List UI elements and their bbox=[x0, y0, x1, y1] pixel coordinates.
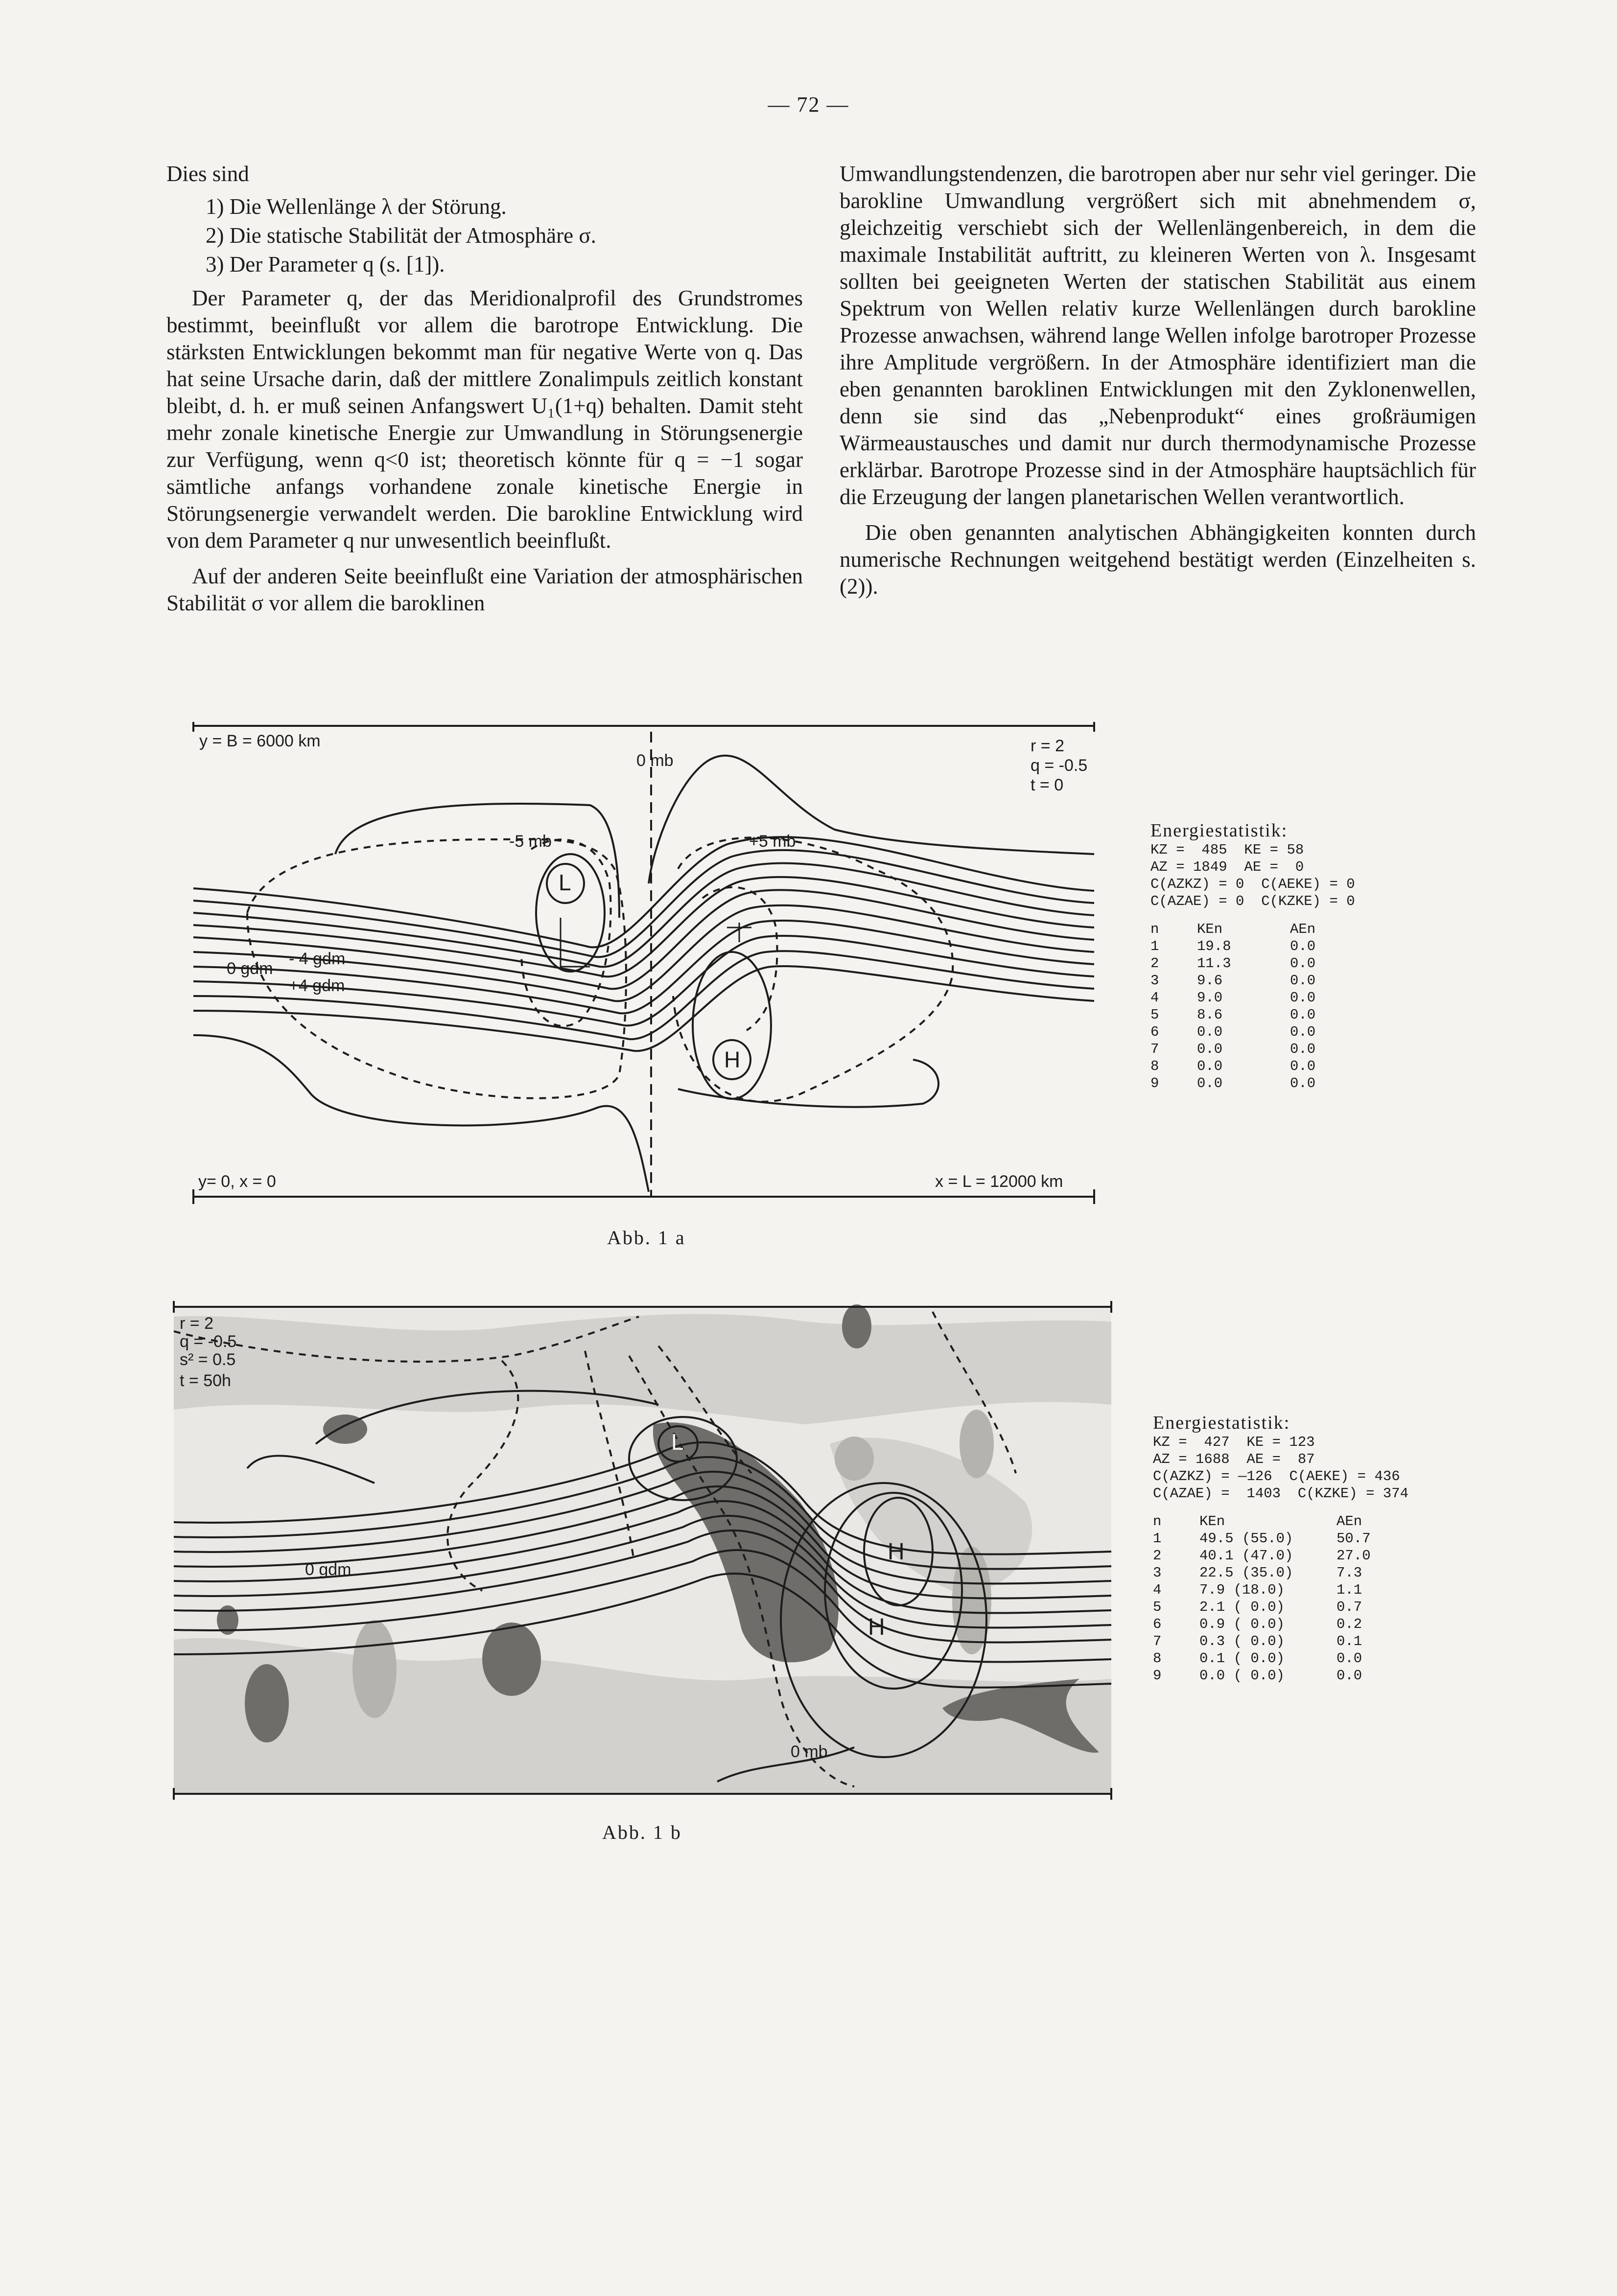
cell: 0.1 ( 0.0) bbox=[1199, 1650, 1285, 1667]
cell: 27.0 bbox=[1336, 1548, 1371, 1564]
table-row bbox=[1153, 1616, 1371, 1633]
label-param-s2: s² = 0.5 bbox=[180, 1350, 236, 1369]
label-minus4-gdm: - 4 gdm bbox=[289, 950, 346, 968]
high-marker: H bbox=[868, 1614, 885, 1640]
cell: 4 bbox=[1153, 1582, 1162, 1598]
table-row bbox=[1150, 1058, 1315, 1075]
cell: 49.5 (55.0) bbox=[1199, 1531, 1293, 1547]
paragraph: Der Parameter q, der das Meridionalprofil des Grundstromes bestimmt, beeinflußt vor allem die barotrope Entwicklung. Die stärksten Entwicklungen bekommt man für negative Werte von q. Das hat seine Ursache darin, daß der mittlere Zonalimpuls zeitlich konstant bleibt, d. h. er muß seinen Anfangswert U₁(1+q) behalten. Damit steht mehr zonale kinetische Energie zur Umwandlung in Störungsenergie zur Verfügung, wenn q<0 ist; theoretisch könnte für q = −1 sogar sämtliche anfangs vorhandene zonale kinetische Energie in Störungsenergie verwandelt werden. Die barokline Entwicklung wird von dem Parameter q nur unwesentlich beeinflußt. bbox=[166, 286, 803, 553]
table-row bbox=[1153, 1581, 1371, 1599]
figure-1b-drawing bbox=[169, 1297, 1116, 1804]
label-param-r: r = 2 bbox=[180, 1314, 213, 1333]
cell: 5 bbox=[1150, 1007, 1159, 1023]
low-marker: L bbox=[671, 1429, 684, 1455]
cell: 5 bbox=[1153, 1599, 1162, 1615]
stats-row: C(AZAE) = 1403 C(KZKE) = 374 bbox=[1153, 1485, 1409, 1502]
page-number: — 72 — bbox=[768, 93, 849, 116]
cell: 0.2 bbox=[1336, 1616, 1362, 1632]
stats-row: KZ = 485 KE = 58 bbox=[1150, 842, 1304, 858]
cell: 0.9 ( 0.0) bbox=[1199, 1616, 1285, 1632]
label-param-t: t = 0 bbox=[1031, 776, 1064, 794]
cell: 0.0 bbox=[1197, 1058, 1223, 1074]
table-row bbox=[1150, 938, 1315, 955]
stats-row: C(AZKZ) = 0 C(AEKE) = 0 bbox=[1150, 876, 1355, 892]
cell: 6 bbox=[1153, 1616, 1162, 1632]
cell: 8 bbox=[1150, 1058, 1159, 1074]
label-origin: y= 0, x = 0 bbox=[198, 1172, 276, 1191]
col-header: n bbox=[1153, 1513, 1162, 1530]
table-row bbox=[1153, 1530, 1371, 1547]
cell: 1.1 bbox=[1336, 1582, 1362, 1598]
col-header: KEn bbox=[1197, 921, 1223, 937]
label-zero-mb: 0 mb bbox=[791, 1742, 828, 1761]
figure-1b bbox=[169, 1297, 1116, 1804]
cell: 0.0 bbox=[1336, 1650, 1362, 1667]
paragraph: Die oben genannten analytischen Abhängigkeiten konnten durch numerische Rechnungen weitgehend bestätigt werden (Einzelheiten s. (2)). bbox=[840, 520, 1476, 599]
stats-row: KZ = 427 KE = 123 bbox=[1153, 1434, 1315, 1450]
table-row bbox=[1153, 1650, 1371, 1667]
cell: 0.0 bbox=[1290, 955, 1316, 972]
stats-row: AZ = 1849 AE = 0 bbox=[1150, 859, 1304, 875]
figure-1a bbox=[188, 722, 1099, 1206]
high-marker: H bbox=[724, 1047, 741, 1072]
low-marker: L bbox=[559, 870, 571, 895]
list-item: 3) Der Parameter q (s. [1]). bbox=[206, 252, 445, 277]
cell: 6 bbox=[1150, 1024, 1159, 1040]
left-column bbox=[166, 161, 803, 617]
cell: 9 bbox=[1153, 1668, 1162, 1684]
col-header: n bbox=[1150, 921, 1159, 937]
table-row bbox=[1150, 955, 1315, 972]
cell: 0.0 bbox=[1290, 1041, 1316, 1057]
paragraph: Umwandlungstendenzen, die barotropen aber nur sehr viel geringer. Die barokline Umwandlung vergrößert sich mit abnehmendem σ, gleichzeitig verschiebt sich der Wellenlängenbereich, in dem die maximale Instabilität auftritt, zu kleineren Werten von λ. Insgesamt sollten bei geeigneten Werten der statischen Stabilität aus einem Spektrum von Wellen relativ kurze Wellenlängen durch barokline Prozesse anwachsen, während lange Wellen infolge barotroper Prozesse ihre Amplitude vergrößern. In der Atmosphäre identifiziert man die eben genannten baroklinen Entwicklungen mit den Zyklonenwellen, denn sie sind das „Nebenprodukt“ eines großräumigen Wärmeaustausches und damit nur durch thermodynamische Prozesse erklärbar. Barotrope Prozesse sind in der Atmosphäre hauptsächlich für die Erzeugung der langen planetarischen Wellen verantwortlich. bbox=[840, 162, 1476, 509]
high-marker: H bbox=[888, 1539, 905, 1565]
stats-row: C(AZAE) = 0 C(KZKE) = 0 bbox=[1150, 893, 1355, 909]
cell: 2.1 ( 0.0) bbox=[1199, 1599, 1285, 1615]
energy-stats-1a bbox=[1150, 822, 1355, 1092]
cell: 11.3 bbox=[1197, 955, 1231, 972]
table-row bbox=[1150, 972, 1315, 989]
cell: 0.0 bbox=[1290, 1075, 1316, 1091]
cell: 7 bbox=[1150, 1041, 1159, 1057]
cell: 9.6 bbox=[1197, 973, 1223, 989]
col-header: AEn bbox=[1336, 1513, 1362, 1530]
table-row bbox=[1150, 989, 1315, 1006]
cell: 0.1 bbox=[1336, 1633, 1362, 1649]
cell: 7.3 bbox=[1336, 1565, 1362, 1581]
label-zero-gdm: 0 gdm bbox=[305, 1560, 352, 1579]
paragraph: Auf der anderen Seite beeinflußt eine Variation der atmosphärischen Stabilität σ vor allem die baroklinen bbox=[166, 564, 803, 615]
table-row bbox=[1153, 1667, 1371, 1684]
cell: 2 bbox=[1150, 955, 1159, 972]
table-row bbox=[1150, 1023, 1315, 1041]
col-header: KEn bbox=[1199, 1513, 1225, 1530]
cell: 0.0 bbox=[1197, 1041, 1223, 1057]
intro-text: Dies sind bbox=[166, 162, 249, 186]
cell: 2 bbox=[1153, 1548, 1162, 1564]
label-zero-mb: 0 mb bbox=[636, 751, 674, 770]
cell: 0.0 bbox=[1290, 1058, 1316, 1074]
label-param-q: q = -0.5 bbox=[180, 1332, 237, 1351]
energy-stats-1b bbox=[1153, 1415, 1408, 1684]
stats-title: Energiestatistik: bbox=[1150, 820, 1288, 841]
cell: 0.3 ( 0.0) bbox=[1199, 1633, 1285, 1649]
cell: 3 bbox=[1150, 973, 1159, 989]
cell: 50.7 bbox=[1336, 1531, 1371, 1547]
spectrum-table bbox=[1153, 1513, 1371, 1684]
list-item: 2) Die statische Stabilität der Atmosphäre σ. bbox=[206, 223, 596, 248]
cell: 9.0 bbox=[1197, 990, 1223, 1006]
spectrum-table bbox=[1150, 921, 1315, 1092]
stats-title: Energiestatistik: bbox=[1153, 1413, 1290, 1433]
cell: 9 bbox=[1150, 1075, 1159, 1091]
caption-1a: Abb. 1 a bbox=[607, 1227, 686, 1249]
cell: 1 bbox=[1153, 1531, 1162, 1547]
table-row bbox=[1150, 1075, 1315, 1092]
cell: 0.0 bbox=[1336, 1668, 1362, 1684]
right-column bbox=[840, 161, 1476, 600]
cell: 1 bbox=[1150, 938, 1159, 954]
table-row bbox=[1153, 1599, 1371, 1616]
cell: 22.5 (35.0) bbox=[1199, 1565, 1293, 1581]
list-item: 1) Die Wellenlänge λ der Störung. bbox=[206, 194, 507, 219]
cell: 8.6 bbox=[1197, 1007, 1223, 1023]
label-y-top: y = B = 6000 km bbox=[199, 732, 321, 750]
label-plus4-gdm: +4 gdm bbox=[289, 976, 345, 995]
table-row bbox=[1153, 1633, 1371, 1650]
cell: 0.0 bbox=[1290, 1024, 1316, 1040]
label-plus5-mb: +5 mb bbox=[749, 832, 796, 851]
label-minus5-mb: -5 mb bbox=[509, 832, 552, 851]
cell: 40.1 (47.0) bbox=[1199, 1548, 1293, 1564]
stats-row: C(AZKZ) = —126 C(AEKE) = 436 bbox=[1153, 1468, 1400, 1484]
cell: 19.8 bbox=[1197, 938, 1231, 954]
caption-1b: Abb. 1 b bbox=[602, 1821, 682, 1843]
stats-row: AZ = 1688 AE = 87 bbox=[1153, 1451, 1315, 1467]
cell: 0.0 bbox=[1197, 1024, 1223, 1040]
cell: 0.0 bbox=[1290, 1007, 1316, 1023]
cell: 0.0 ( 0.0) bbox=[1199, 1668, 1285, 1684]
table-row bbox=[1150, 1041, 1315, 1058]
cell: 0.0 bbox=[1290, 990, 1316, 1006]
col-header: AEn bbox=[1290, 921, 1316, 937]
cell: 0.7 bbox=[1336, 1599, 1362, 1615]
label-zero-gdm: 0 gdm bbox=[227, 959, 273, 978]
label-x-end: x = L = 12000 km bbox=[935, 1172, 1063, 1191]
table-row bbox=[1150, 1006, 1315, 1023]
cell: 4 bbox=[1150, 990, 1159, 1006]
cell: 0.0 bbox=[1197, 1075, 1223, 1091]
label-param-r: r = 2 bbox=[1031, 737, 1064, 755]
label-param-t: t = 50h bbox=[180, 1371, 231, 1390]
figure-1a-drawing bbox=[188, 722, 1099, 1206]
table-row bbox=[1153, 1564, 1371, 1581]
cell: 7.9 (18.0) bbox=[1199, 1582, 1285, 1598]
cell: 3 bbox=[1153, 1565, 1162, 1581]
label-param-q: q = -0.5 bbox=[1031, 756, 1088, 775]
parameter-list bbox=[166, 193, 803, 278]
cell: 0.0 bbox=[1290, 938, 1316, 954]
cell: 7 bbox=[1153, 1633, 1162, 1649]
cell: 0.0 bbox=[1290, 973, 1316, 989]
table-row bbox=[1153, 1547, 1371, 1564]
cell: 8 bbox=[1153, 1650, 1162, 1667]
